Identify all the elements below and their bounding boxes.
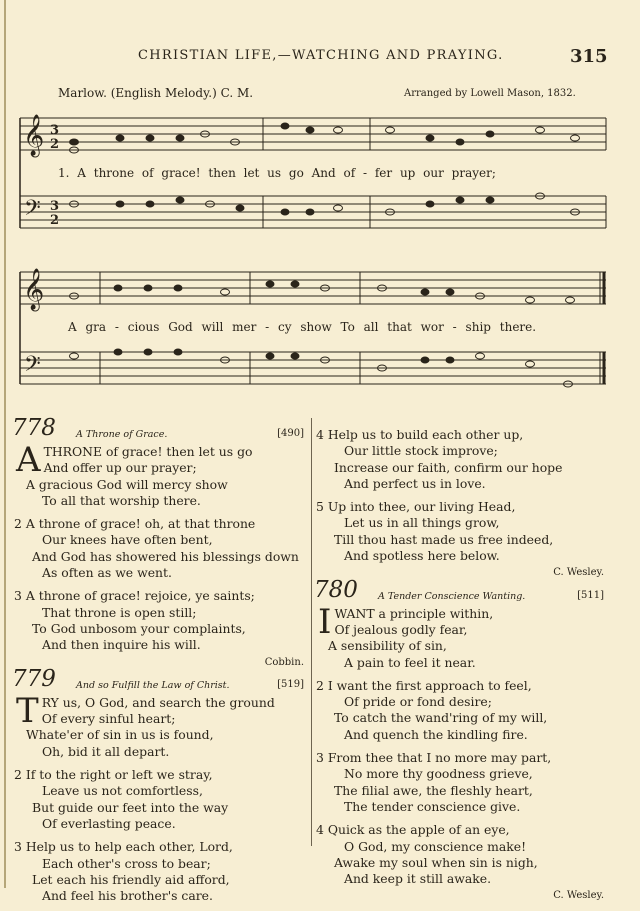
right-column bbox=[316, 427, 604, 909]
hymn-author: C. Wesley. bbox=[553, 890, 604, 902]
treble-clef-icon: 𝄞 bbox=[23, 115, 45, 156]
staff-system-2-treble bbox=[20, 272, 606, 304]
hymn-ref: [490] bbox=[277, 428, 304, 439]
hymn-779-stanza-4: 4 Help us to build each other up, Our little stock improve; Increase our faith, confirm our hope And perfect us in love. bbox=[316, 427, 563, 491]
hymn-author: C. Wesley. bbox=[553, 567, 604, 579]
lyric-line-1: 1. A throne of grace! then let us go And of - fer up our prayer; bbox=[58, 166, 496, 180]
svg-text:2: 2 bbox=[50, 213, 60, 228]
staff-system-1-treble bbox=[20, 118, 606, 150]
hymn-778-stanza-2: 2 A throne of grace! oh, at that throne Our knees have often bent, And God has showered his blessings down As often as we went. bbox=[14, 516, 299, 581]
svg-text:3: 3 bbox=[50, 199, 60, 214]
hymn-779-stanza-2: 2 If to the right or left we stray, Leave us not comfortless, But guide our feet into the way Of everlasting peace. bbox=[14, 767, 229, 831]
music-score bbox=[0, 0, 640, 400]
hymn-780-stanza-1: IWANT a principle within, Of jealous godly fear, A sensibility of sin, A pain to feel it near. bbox=[318, 601, 494, 670]
tune-arranger: Arranged by Lowell Mason, 1832. bbox=[404, 88, 576, 99]
hymn-title: A Tender Conscience Wanting. bbox=[378, 590, 526, 602]
hymn-779-stanza-1: TRY us, O God, and search the ground Of every sinful heart; Whate'er of sin in us is found, Oh, bid it all depart. bbox=[16, 690, 275, 759]
hymn-779-stanza-5: 5 Up into thee, our living Head, Let us in all things grow, Till thou hast made us free indeed, And spotless here below. bbox=[316, 499, 554, 564]
hymn-number: 778 bbox=[12, 415, 56, 441]
column-divider bbox=[311, 418, 312, 846]
hymn-779-stanza-3: 3 Help us to help each other, Lord, Each other's cross to bear; Let each his friendly aid afford, And feel his brother's care. bbox=[14, 839, 233, 904]
treble-clef-icon: 𝄞 bbox=[23, 269, 45, 310]
hymn-778-stanza-1: ATHRONE of grace! then let us go And offer up our prayer; A gracious God will mercy show To all that worship there. bbox=[16, 440, 253, 508]
running-head: CHRISTIAN LIFE,—WATCHING AND PRAYING. bbox=[138, 48, 504, 63]
bass-clef-icon: 𝄢 bbox=[24, 196, 41, 226]
drop-cap: A bbox=[16, 440, 41, 480]
hymn-779-header bbox=[12, 665, 304, 695]
drop-cap: T bbox=[16, 690, 39, 731]
hymn-778-stanza-3: 3 A throne of grace! rejoice, ye saints; That throne is open still; To God unbosom your complaints, And then inquire his will. bbox=[14, 588, 255, 653]
hymn-title: A Throne of Grace. bbox=[76, 429, 168, 440]
hymn-author: Cobbin. bbox=[264, 656, 304, 668]
svg-text:2: 2 bbox=[50, 137, 60, 152]
hymn-number: 779 bbox=[12, 665, 56, 692]
hymn-780-stanza-2: 2 I want the first approach to feel, Of pride or fond desire; To catch the wand'ring of my will, And quench the kindling fire. bbox=[316, 677, 548, 742]
drop-cap: I bbox=[318, 601, 332, 642]
hymn-780-header bbox=[314, 576, 604, 606]
staff-system-2-bass bbox=[20, 352, 606, 384]
hymn-780-stanza-4: 4 Quick as the apple of an eye, O God, my conscience make! Awake my soul when sin is nigh, And keep it still awake. bbox=[316, 822, 538, 887]
hymn-ref: [519] bbox=[277, 678, 304, 690]
left-column bbox=[12, 415, 304, 911]
page-number: 315 bbox=[570, 46, 608, 67]
hymn-778-header bbox=[12, 415, 304, 444]
hymn-title: And so Fulfill the Law of Christ. bbox=[76, 679, 230, 691]
hymn-780-stanza-3: 3 From thee that I no more may part, No more thy goodness grieve, The filial awe, the fleshly heart, The tender conscience give. bbox=[316, 750, 552, 814]
bass-clef-icon: 𝄢 bbox=[24, 352, 41, 382]
lyric-line-2: A gra - cious God will mer - cy show To all that wor - ship there. bbox=[68, 320, 537, 334]
tune-name: Marlow. (English Melody.) C. M. bbox=[58, 86, 254, 100]
hymn-number: 780 bbox=[314, 576, 358, 603]
hymn-ref: [511] bbox=[577, 589, 604, 601]
svg-text:3: 3 bbox=[50, 123, 60, 138]
